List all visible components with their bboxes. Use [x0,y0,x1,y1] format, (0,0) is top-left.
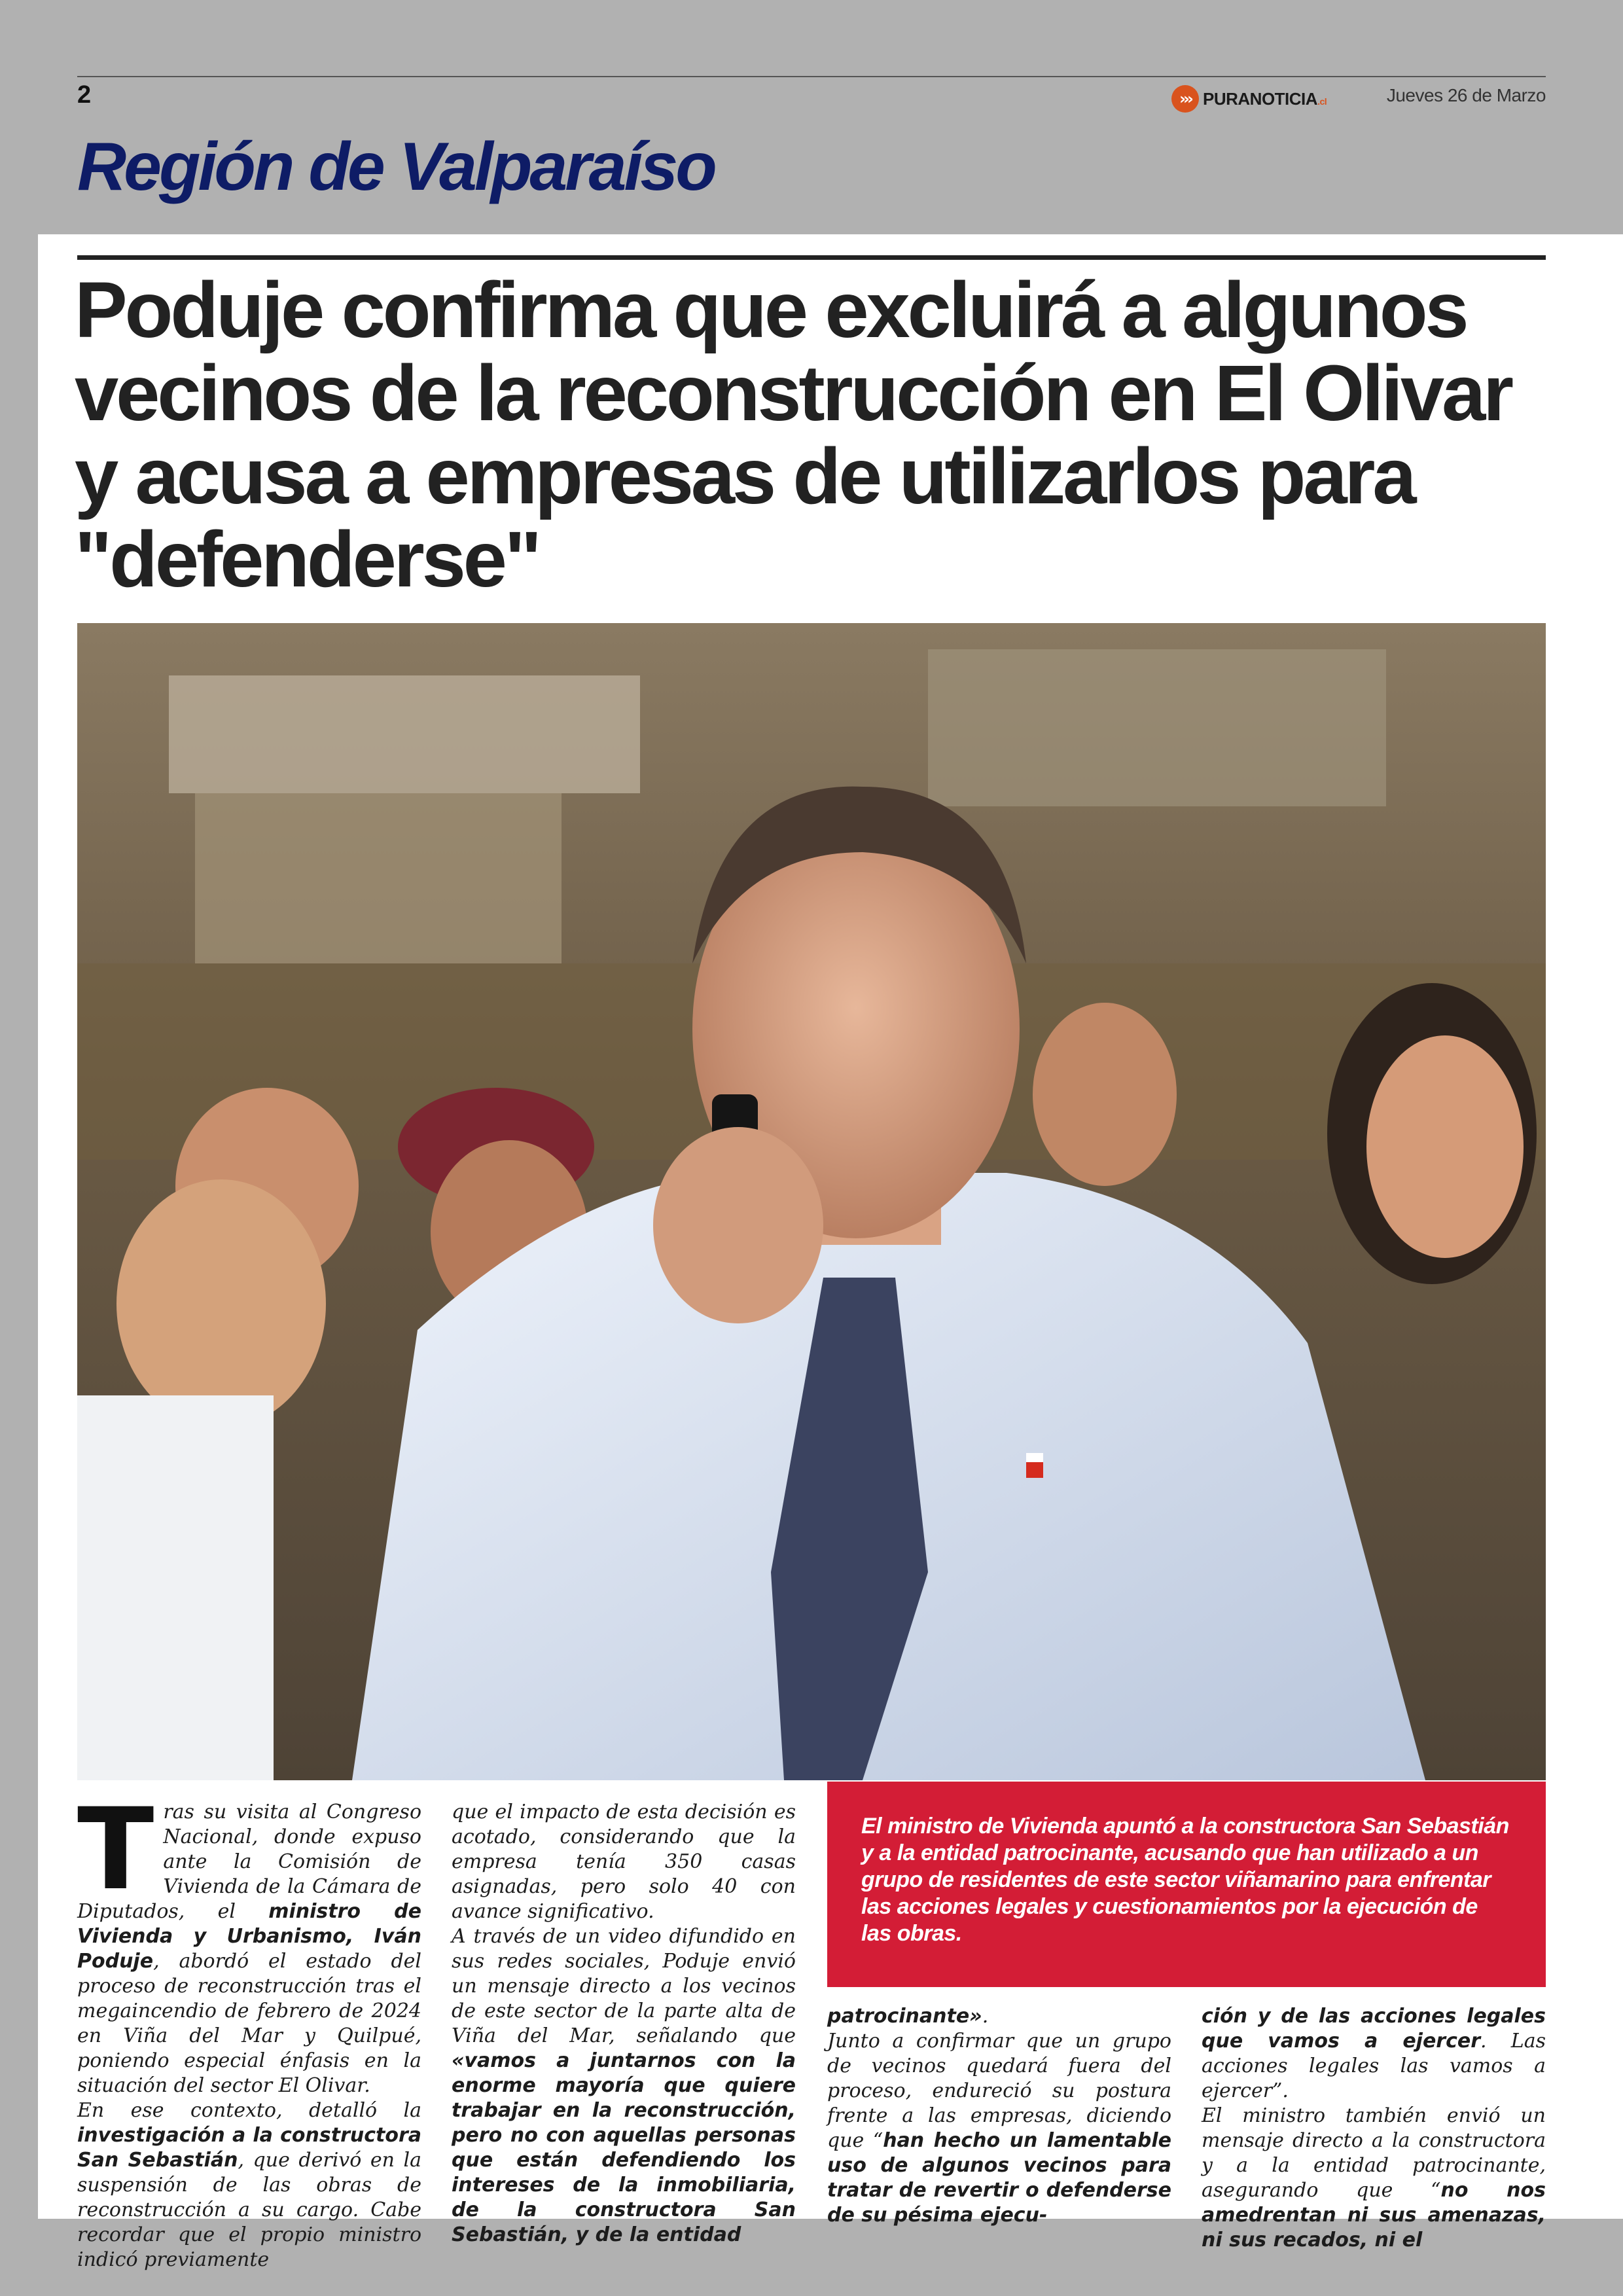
body-column-2 [452,1800,796,2246]
body-text: El ministro también envió un mensaje directo a la constructora y a la entidad patrocinante, asegurando que “ [1202,2104,1546,2202]
body-text: , que derivó en la suspensión de las obras de reconstrucción a su cargo. Cabe recordar que el propio ministro indicó previamente [77,2149,422,2271]
header-rule [77,76,1546,77]
issue-date: Jueves 26 de Marzo [1386,85,1546,105]
body-bold: ción y de las acciones legales que vamos a ejercer [1202,2005,1546,2053]
body-bold: no nos amedrentan ni sus amenazas, ni sus recados, ni el [1202,2179,1546,2251]
body-text: . Las acciones legales las vamos a ejercer”. [1202,2030,1546,2102]
pull-quote: El ministro de Vivienda apuntó a la constructora San Sebastián y a la entidad patrocinante, acusando que han utilizado a un grupo de residentes de este sector viñamarino para enfrentar las acciones legales y cuestionamientos por la ejecución de las obras. [827,1782,1546,1987]
body-bold: ministro de Vivienda y Urbanismo, Iván Poduje [77,1900,421,1973]
body-text: que el impacto de esta decisión es acotado, considerando que la empresa tenía 350 casas asignadas, pero solo 40 con avance significativo. [452,1801,796,1923]
dropcap: T [77,1784,154,1915]
section-title: Región de Valparaíso [77,129,715,205]
headline: Poduje confirma que excluirá a algunos vecinos de la reconstrucción en El Olivar y acusa a empresas de utilizarlos para "defenderse" [75,265,1511,603]
brand-name: PURANOTICIA.cl [1203,88,1327,109]
body-text: A través de un video difundido en sus redes sociales, Poduje envió un mensaje directo a los vecinos de este sector de la parte alta de Viña del Mar, señalando que [452,1925,796,2047]
headline-rule [77,255,1546,260]
body-bold: «vamos a juntarnos con la enorme mayoría que quiere trabajar en la reconstrucción, pero no con aquellas personas que están defendiendo los intereses de la inmobiliaria, de la constructora San Sebastián, y de la entidad [452,2049,796,2246]
article-photo [77,623,1546,1780]
body-bold: investigación a la constructora San Sebastián [77,2124,421,2172]
body-text: , abordó el estado del proceso de reconstrucción tras el megaincendio de febrero de 2024 en Viña del Mar y Quilpué, poniendo especial énfasis en la situación del sector El Olivar. [77,1950,421,2097]
body-text: En ese contexto, detalló la [77,2099,421,2122]
body-text: Junto a confirmar que un grupo de vecinos quedará fuera del proceso, endureció su postura frente a las empresas, diciendo que “ [827,2030,1171,2152]
body-text: ras su visita al Congreso Nacional, donde expuso ante la Comisión de Vivienda de la Cámara de Diputados, el [77,1801,421,1923]
body-column-3 [827,2004,1171,2227]
page-number: 2 [77,81,92,109]
body-bold: han hecho un lamentable uso de algunos vecinos para tratar de revertir o defenderse de su pésima ejecu- [827,2129,1171,2227]
body-column-1 [77,1784,422,2271]
brand [1171,85,1327,113]
chevrons-icon: ››› [1171,85,1199,113]
body-bold: patrocinante» [827,2005,982,2028]
body-text: . [982,2005,989,2028]
body-column-4 [1202,2004,1546,2251]
